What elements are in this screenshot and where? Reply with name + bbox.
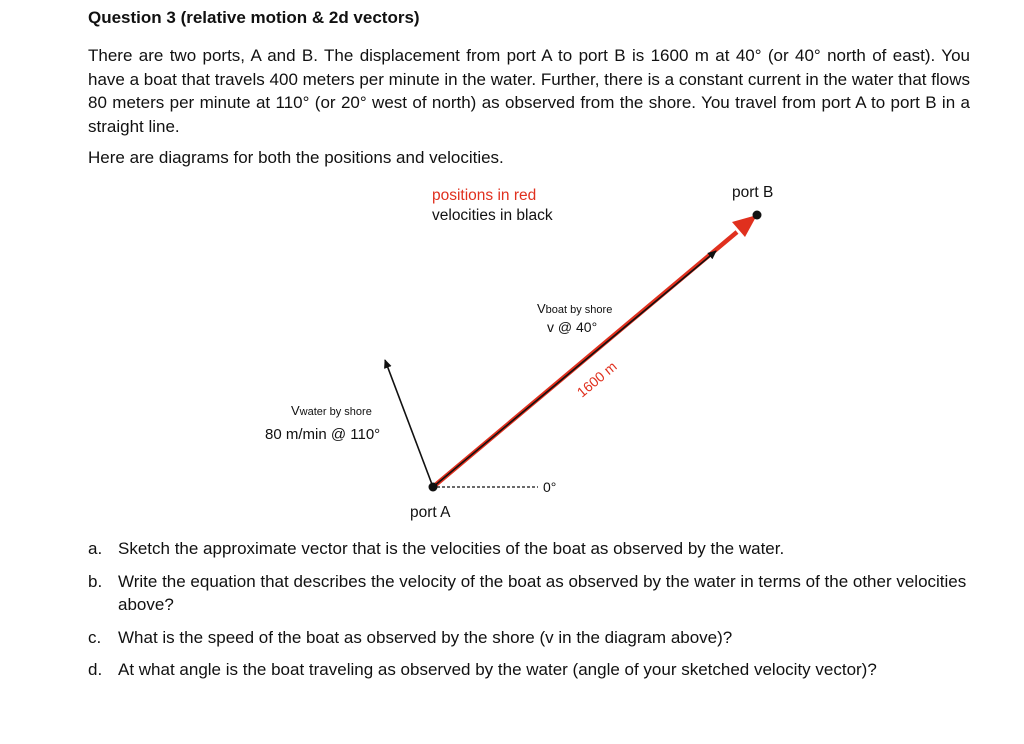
question-letter: a. <box>88 539 103 558</box>
port-a-label: port A <box>410 504 451 521</box>
water-velocity-label <box>291 403 372 418</box>
legend-positions: positions in red <box>432 187 537 204</box>
question-text: What is the speed of the boat as observed by the shore (v in the diagram above)? <box>118 627 733 647</box>
port-b-point <box>753 211 762 220</box>
distance-label: 1600 m <box>573 358 620 401</box>
question-item <box>88 658 970 682</box>
question-text: Sketch the approximate vector that is the velocities of the boat as observed by the water. <box>118 539 785 558</box>
question-item <box>88 570 970 617</box>
question-item <box>88 626 970 650</box>
water-velocity-label-sub: water by shore <box>299 406 372 418</box>
question-letter: d. <box>88 660 103 679</box>
question-text: At what angle is the boat traveling as observed by the water (angle of your sketched velocity vector)? <box>118 660 877 679</box>
water-velocity-label-v: V <box>291 403 300 418</box>
boat-velocity-label-sub: boat by shore <box>545 304 613 316</box>
water-velocity-vector <box>385 360 433 487</box>
port-a-point <box>429 483 438 492</box>
boat-velocity-value: v @ 40° <box>547 319 598 335</box>
question-list <box>88 537 970 691</box>
zero-angle-label: 0° <box>543 479 557 495</box>
question-title: Question 3 (relative motion & 2d vectors) <box>88 8 420 27</box>
boat-velocity-label <box>537 301 612 316</box>
boat-velocity-label-v: V <box>537 301 546 316</box>
question-letter: b. <box>88 571 103 591</box>
question-text: Write the equation that describes the velocity of the boat as observed by the water in terms of the other velocities above? <box>118 571 967 614</box>
question-letter: c. <box>88 627 102 647</box>
port-b-label: port B <box>732 184 774 201</box>
legend-velocities: velocities in black <box>432 207 553 224</box>
boat-velocity-vector <box>433 251 716 487</box>
question-item <box>88 537 970 561</box>
problem-statement: There are two ports, A and B. The displacement from port A to port B is 1600 m at 40° (or 40° north of east). You have a boat that travels 400 meters per minute in the water. Further, there is a constant current in the water that flows 80 meters per minute at 110° (or 20° west of north) as observed from the shore. You travel from port A to port B in a straight line. <box>88 46 970 136</box>
water-velocity-value: 80 m/min @ 110° <box>265 426 381 443</box>
diagram-intro: Here are diagrams for both the positions and velocities. <box>88 148 504 167</box>
